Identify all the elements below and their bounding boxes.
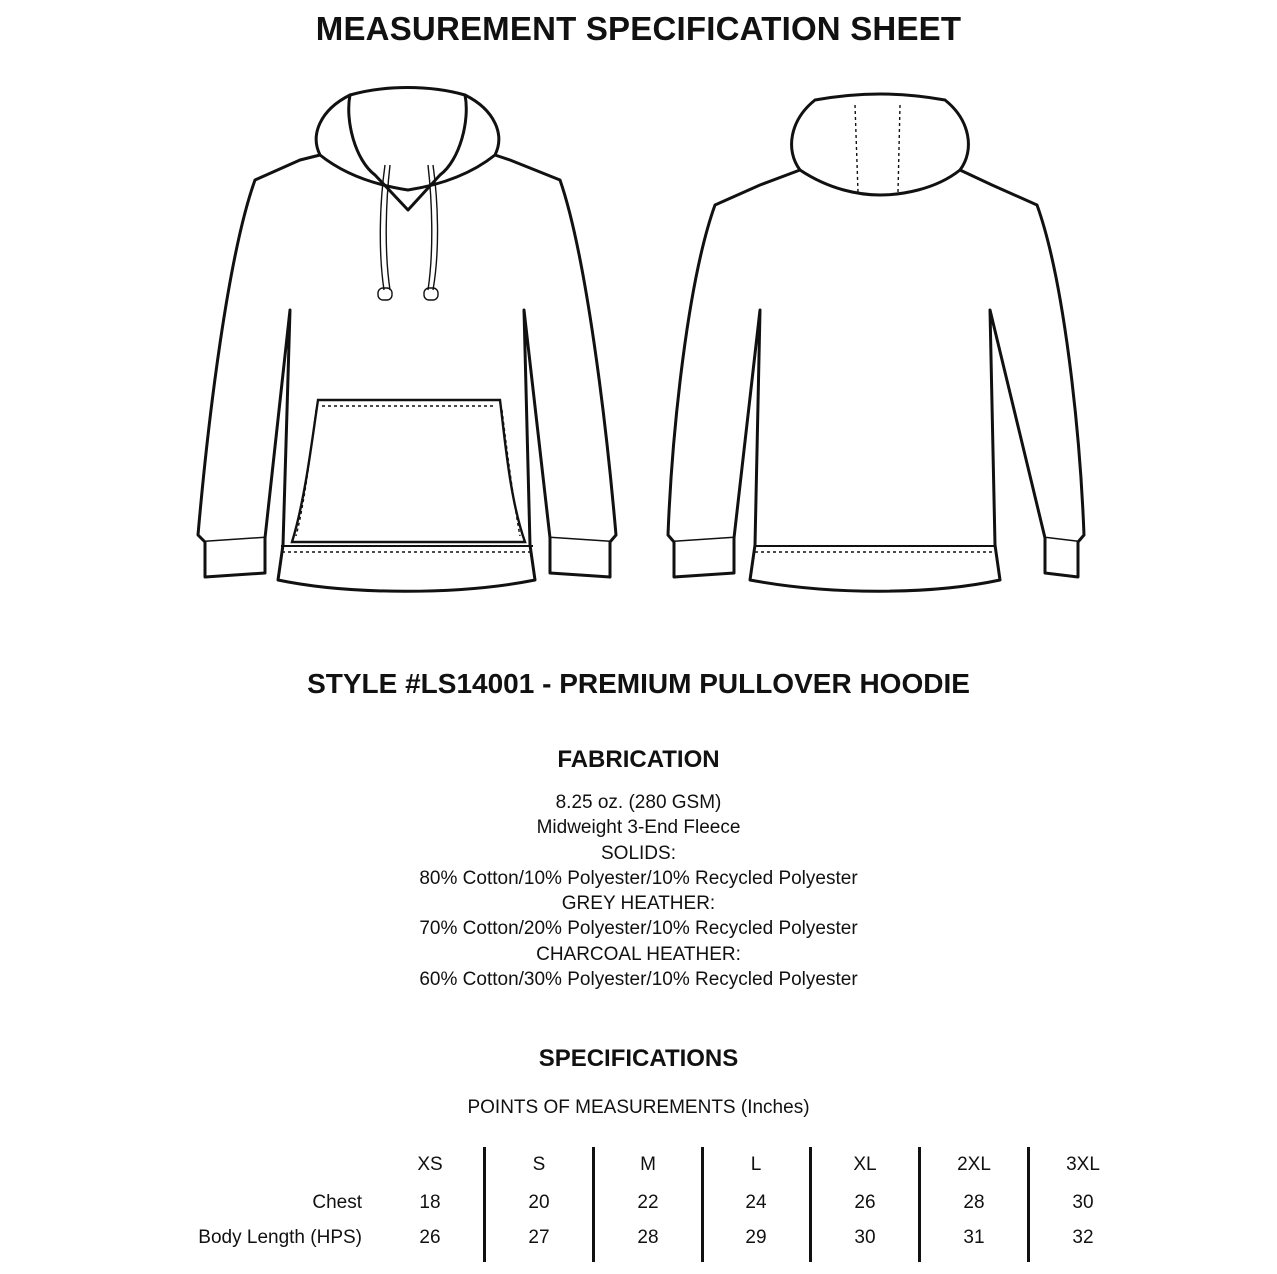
fabrication-line: 80% Cotton/10% Polyester/10% Recycled Polyester (419, 867, 858, 889)
fabrication-line: Midweight 3-End Fleece (536, 817, 741, 839)
front-view-sketch (198, 88, 616, 592)
fabrication-line: 70% Cotton/20% Polyester/10% Recycled Polyester (419, 918, 858, 940)
column-divider (592, 1147, 595, 1262)
column-divider (918, 1147, 921, 1262)
table-cell: 29 (745, 1227, 767, 1248)
table-cell: 27 (528, 1227, 550, 1248)
table-cell: 22 (637, 1192, 659, 1213)
size-header: S (532, 1154, 546, 1175)
table-cell: 31 (963, 1227, 985, 1248)
table-cell: 18 (419, 1192, 441, 1213)
fabrication-heading: FABRICATION (557, 746, 720, 773)
size-header: 2XL (957, 1154, 991, 1175)
hoodie-technical-sketch (0, 80, 1277, 610)
size-header: 3XL (1066, 1154, 1100, 1175)
row-label: Body Length (HPS) (198, 1227, 362, 1248)
size-header: XL (853, 1154, 877, 1175)
fabrication-line: SOLIDS: (601, 842, 676, 864)
table-cell: 26 (854, 1192, 876, 1213)
fabrication-line: 60% Cotton/30% Polyester/10% Recycled Polyester (419, 969, 858, 991)
table-cell: 24 (745, 1192, 767, 1213)
fabrication-line: CHARCOAL HEATHER: (536, 943, 741, 965)
column-divider (701, 1147, 704, 1262)
page-title: MEASUREMENT SPECIFICATION SHEET (315, 10, 962, 47)
row-label: Chest (312, 1192, 362, 1213)
column-divider (483, 1147, 486, 1262)
size-header: XS (417, 1154, 443, 1175)
specifications-heading: SPECIFICATIONS (538, 1045, 739, 1072)
table-cell: 26 (419, 1227, 441, 1248)
back-view-sketch (668, 94, 1084, 591)
table-cell: 32 (1072, 1227, 1094, 1248)
style-title: STYLE #LS14001 - PREMIUM PULLOVER HOODIE (307, 668, 970, 699)
column-divider (809, 1147, 812, 1262)
table-cell: 30 (1072, 1192, 1094, 1213)
table-cell: 20 (528, 1192, 550, 1213)
fabrication-line: GREY HEATHER: (561, 893, 716, 915)
column-divider (1027, 1147, 1030, 1262)
size-header: L (750, 1154, 762, 1175)
table-cell: 28 (637, 1227, 659, 1248)
table-cell: 30 (854, 1227, 876, 1248)
fabrication-details (0, 790, 1277, 992)
fabrication-line: 8.25 oz. (280 GSM) (555, 792, 722, 813)
points-of-measurement-caption: POINTS OF MEASUREMENTS (Inches) (467, 1097, 810, 1118)
table-cell: 28 (963, 1192, 985, 1213)
size-header: M (640, 1154, 656, 1175)
